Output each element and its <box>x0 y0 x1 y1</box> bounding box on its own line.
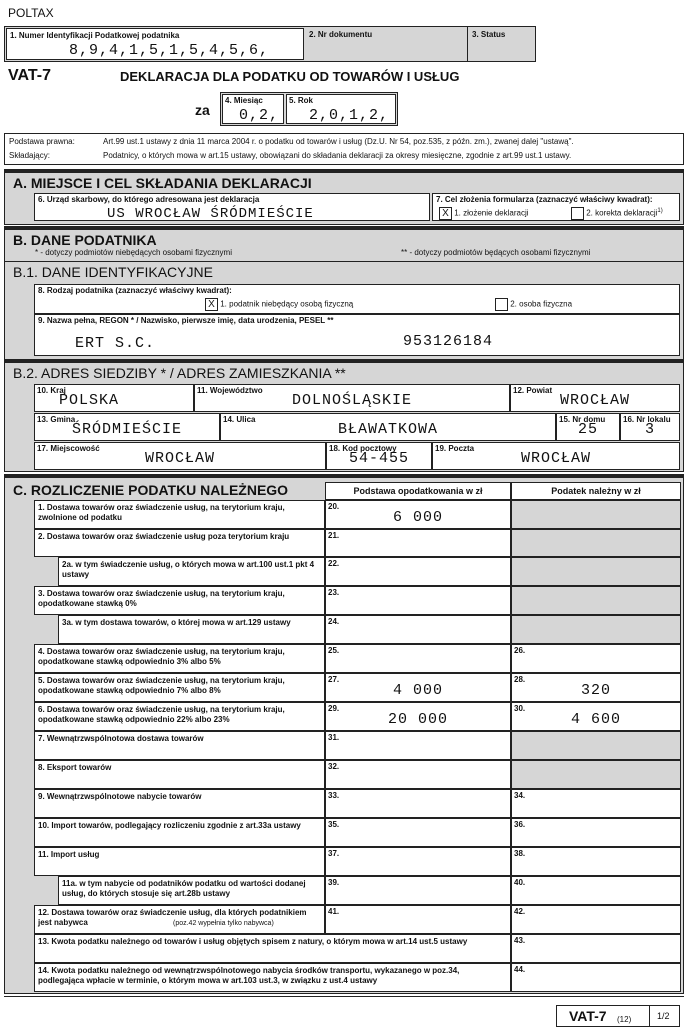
country-value: POLSKA <box>59 392 120 409</box>
field-number: 23. <box>328 588 340 597</box>
row-label-cell <box>34 702 325 731</box>
province-field[interactable] <box>194 384 510 412</box>
taxpayer-type-option-1[interactable] <box>205 298 353 311</box>
field-number: 32. <box>328 762 340 771</box>
row-label: 2. Dostawa towarów oraz świadczenie usług poza terytorium kraju <box>38 532 290 541</box>
row-label: 11. Import usług <box>38 850 100 859</box>
tax-amount-field[interactable] <box>511 963 681 992</box>
divider <box>649 1006 650 1026</box>
row-label-cell <box>34 673 325 702</box>
field-number: 24. <box>328 617 340 626</box>
row-label: 3. Dostawa towarów oraz świadczenie usług, na terytorium kraju, opodatkowane stawką 0% <box>38 589 285 608</box>
county-field[interactable] <box>510 384 680 412</box>
legal-basis-text: Art.99 ust.1 ustawy z dnia 11 marca 2004 r. o podatku od towarów i usług (Dz.U. Nr 54, poz.535, z późn. zm.), zwanej dalej "ustawą". <box>103 137 574 146</box>
field-number: 31. <box>328 733 340 742</box>
field-number: 29. <box>328 704 340 713</box>
month-field[interactable] <box>222 94 284 124</box>
post-office-value: WROCŁAW <box>520 450 591 467</box>
row-label-cell <box>34 731 325 760</box>
field-number: 37. <box>328 849 340 858</box>
row-label-cell <box>34 586 325 615</box>
row-label-cell <box>34 789 325 818</box>
brand: POLTAX <box>8 6 54 20</box>
base-amount-field[interactable] <box>325 644 511 673</box>
row-label-cell <box>34 760 325 789</box>
doc-no-label: 2. Nr dokumentu <box>309 30 373 39</box>
tax-amount-field[interactable] <box>511 818 681 847</box>
row-label: 2a. w tym świadczenie usług, o których mowa w art.100 ust.1 pkt 4 ustawy <box>62 560 315 579</box>
legal-basis-label: Podstawa prawna: <box>9 137 75 146</box>
note-nonnatural: * - dotyczy podmiotów niebędących osobami fizycznymi <box>35 248 232 257</box>
field-number: 30. <box>514 704 526 713</box>
row-label-cell <box>58 557 325 586</box>
year-value: 2,0,1,2, <box>309 107 390 124</box>
form-title: DEKLARACJA DLA PODATKU OD TOWARÓW I USŁUG <box>120 69 460 84</box>
base-amount-field[interactable] <box>325 529 511 557</box>
checkbox-icon[interactable] <box>495 298 508 311</box>
row-label-cell <box>34 500 325 529</box>
taxpayer-name-value: ERT S.C. <box>75 335 156 352</box>
field-number: 42. <box>514 907 526 916</box>
base-amount-field[interactable] <box>325 876 511 905</box>
tax-amount-field[interactable] <box>511 789 681 818</box>
taxpayer-name-field[interactable] <box>34 314 680 356</box>
filers-label: Składający: <box>9 151 50 160</box>
province-value: DOLNOŚLĄSKIE <box>291 392 413 409</box>
row-label: 3a. w tym dostawa towarów, o której mowa w art.129 ustawy <box>62 618 291 627</box>
row-label: 7. Wewnątrzwspólnotowa dostawa towarów <box>38 734 204 743</box>
base-amount-value: 6 000 <box>392 509 443 526</box>
purpose-option-2[interactable] <box>571 207 663 220</box>
row-label-cell <box>34 963 511 992</box>
month-value: 0,2, <box>239 107 280 124</box>
base-amount-field[interactable] <box>325 702 511 731</box>
base-amount-field[interactable] <box>325 789 511 818</box>
base-amount-field[interactable] <box>325 586 511 615</box>
base-amount-field[interactable] <box>325 818 511 847</box>
footer-page: 1/2 <box>657 1011 670 1021</box>
month-label: 4. Miesiąc <box>225 96 263 105</box>
purpose-option-2-label: 2. korekta deklaracji <box>586 208 658 218</box>
row-label-note: (poz.42 wypełnia tylko nabywca) <box>173 920 274 927</box>
row-label-cell <box>34 934 511 963</box>
commune-field[interactable] <box>34 413 220 441</box>
section-a-title: A. MIEJSCE I CEL SKŁADANIA DEKLARACJI <box>13 175 312 191</box>
field-number: 36. <box>514 820 526 829</box>
tax-amount-field <box>511 500 681 529</box>
taxpayer-name-label: 9. Nazwa pełna, REGON * / Nazwisko, pierwsze imię, data urodzenia, PESEL ** <box>38 316 334 325</box>
tax-amount-field[interactable] <box>511 847 681 876</box>
field-number: 28. <box>514 675 526 684</box>
field-number: 44. <box>514 965 526 974</box>
field-number: 34. <box>514 791 526 800</box>
field-number: 26. <box>514 646 526 655</box>
province-label: 11. Województwo <box>197 386 263 395</box>
row-label-cell <box>34 905 325 934</box>
col-header-tax: Podatek należny w zł <box>511 482 681 500</box>
form-code: VAT-7 <box>8 67 51 84</box>
house-no-value: 25 <box>577 421 598 438</box>
row-label-cell <box>34 818 325 847</box>
year-field[interactable] <box>286 94 396 124</box>
taxpayer-type-option-2[interactable] <box>495 298 572 311</box>
base-amount-value: 20 000 <box>387 711 448 728</box>
post-office-field[interactable] <box>432 442 680 470</box>
postal-code-label: 18. Kod pocztowy <box>329 444 397 453</box>
footer-version: (12) <box>617 1015 632 1024</box>
filers-text: Podatnicy, o których mowa w art.15 ustawy, obowiązani do składania deklaracji za okresy miesięczne, zgodnie z art.99 ust.1 ustawy. <box>103 151 572 160</box>
row-label-cell <box>34 529 325 557</box>
country-field[interactable] <box>34 384 194 412</box>
purpose-field <box>432 193 680 221</box>
purpose-option-1[interactable] <box>439 207 529 220</box>
house-no-label: 15. Nr domu <box>559 415 606 424</box>
row-label: 10. Import towarów, podlegający rozliczeniu zgodnie z art.33a ustawy <box>38 821 301 830</box>
tax-office-label: 6. Urząd skarbowy, do którego adresowana jest deklaracja <box>38 195 260 204</box>
taxpayer-type-option-2-label: 2. osoba fizyczna <box>510 299 573 309</box>
tax-amount-field <box>511 529 681 557</box>
field-number: 27. <box>328 675 340 684</box>
field-number: 41. <box>328 907 340 916</box>
section-c-title: C. ROZLICZENIE PODATKU NALEŻNEGO <box>13 482 289 498</box>
divider <box>5 261 683 262</box>
tax-amount-field[interactable] <box>511 876 681 905</box>
nip-field[interactable] <box>6 28 304 60</box>
street-field[interactable] <box>220 413 556 441</box>
row-label: 11a. w tym nabycie od podatników podatku od wartości dodanej usług, do których stosuje się art.28b ustawy <box>62 879 306 898</box>
footer-form-id <box>556 1005 680 1027</box>
row-label: 13. Kwota podatku należnego od towarów i usług objętych spisem z natury, o którym mowa w art.14 ust.5 ustawy <box>38 937 468 946</box>
street-label: 14. Ulica <box>223 415 256 424</box>
taxpayer-type-label: 8. Rodzaj podatnika (zaznaczyć właściwy kwadrat): <box>38 286 232 295</box>
base-amount-field[interactable] <box>325 731 511 760</box>
field-number: 43. <box>514 936 526 945</box>
row-label: 6. Dostawa towarów oraz świadczenie usług, na terytorium kraju, opodatkowane stawką odpowiednio 22% albo 23% <box>38 705 285 724</box>
tax-amount-field <box>511 731 681 760</box>
flat-no-value: 3 <box>644 421 655 438</box>
base-amount-field[interactable] <box>325 847 511 876</box>
tax-amount-field[interactable] <box>511 934 681 963</box>
row-label-cell <box>34 847 325 876</box>
postal-code-value: 54-455 <box>348 450 409 467</box>
tax-amount-field <box>511 557 681 586</box>
b1-title: B.1. DANE IDENTYFIKACYJNE <box>13 264 213 280</box>
row-label: 9. Wewnątrzwspólnotowe nabycie towarów <box>38 792 202 801</box>
tax-amount-field[interactable] <box>511 644 681 673</box>
base-amount-field[interactable] <box>325 673 511 702</box>
legal-box <box>4 133 684 165</box>
nip-label: 1. Numer Identyfikacji Podatkowej podatnika <box>10 31 180 40</box>
base-amount-field[interactable] <box>325 760 511 789</box>
checkbox-icon[interactable]: X <box>205 298 218 311</box>
row-label: 4. Dostawa towarów oraz świadczenie usług, na terytorium kraju, opodatkowane stawką odpowiednio 3% albo 5% <box>38 647 285 666</box>
purpose-label: 7. Cel złożenia formularza (zaznaczyć właściwy kwadrat): <box>436 195 653 204</box>
county-value: WROCŁAW <box>559 392 630 409</box>
street-value: BŁAWATKOWA <box>337 421 438 438</box>
row-label-cell <box>34 644 325 673</box>
field-number: 39. <box>328 878 340 887</box>
tax-amount-field[interactable] <box>511 905 681 934</box>
tax-amount-value: 4 600 <box>570 711 621 728</box>
row-label: 14. Kwota podatku należnego od wewnątrzwspólnotowego nabycia środków transportu, wykazanego w poz.34, podlegająca wpłacie w terminie, o którym mowa w art.103 ust.3, w związku z ust.4 ustawy <box>38 966 460 985</box>
field-number: 35. <box>328 820 340 829</box>
county-label: 12. Powiat <box>513 386 553 395</box>
year-label: 5. Rok <box>289 96 314 105</box>
tax-office-field[interactable] <box>34 193 430 221</box>
flat-no-field[interactable] <box>620 413 680 441</box>
flat-no-label: 16. Nr lokalu <box>623 415 671 424</box>
tax-office-value: US WROCŁAW ŚRÓDMIEŚCIE <box>107 206 314 222</box>
base-amount-field[interactable] <box>325 905 511 934</box>
footer-form-code: VAT-7 <box>569 1008 607 1024</box>
city-value: WROCŁAW <box>144 450 215 467</box>
section-b-title: B. DANE PODATNIKA <box>13 232 157 248</box>
base-amount-field[interactable] <box>325 615 511 644</box>
field-number: 38. <box>514 849 526 858</box>
za-label: za <box>195 102 210 118</box>
regon-value: 953126184 <box>403 333 494 350</box>
city-field[interactable] <box>34 442 326 470</box>
base-amount-field[interactable] <box>325 557 511 586</box>
post-office-label: 19. Poczta <box>435 444 475 453</box>
footnote-mark: 1) <box>657 207 663 214</box>
base-amount-field[interactable] <box>325 500 511 529</box>
col-header-base: Podstawa opodatkowania w zł <box>325 482 511 500</box>
house-no-field[interactable] <box>556 413 620 441</box>
tax-amount-field <box>511 615 681 644</box>
row-label: 12. Dostawa towarów oraz świadczenie usług, dla których podatnikiem jest nabywca <box>38 908 307 927</box>
row-label-note-wrap <box>173 918 274 929</box>
row-label: 8. Eksport towarów <box>38 763 112 772</box>
postal-code-field[interactable] <box>326 442 432 470</box>
divider <box>4 996 684 997</box>
taxpayer-type-option-1-label: 1. podatnik niebędący osobą fizyczną <box>220 299 354 309</box>
commune-label: 13. Gmina <box>37 415 76 424</box>
field-number: 25. <box>328 646 340 655</box>
status-label: 3. Status <box>472 30 506 39</box>
row-label-cell <box>58 615 325 644</box>
field-number: 22. <box>328 559 340 568</box>
row-label-cell <box>58 876 325 905</box>
tax-amount-field[interactable] <box>511 673 681 702</box>
city-label: 17. Miejscowość <box>37 444 100 453</box>
purpose-option-1-label: 1. złożenie deklaracji <box>454 208 529 218</box>
base-amount-value: 4 000 <box>392 682 443 699</box>
row-label: 1. Dostawa towarów oraz świadczenie usług, na terytorium kraju, zwolnione od podatku <box>38 503 285 522</box>
field-number: 40. <box>514 878 526 887</box>
field-number: 21. <box>328 531 340 540</box>
checkbox-icon[interactable]: X <box>439 207 452 220</box>
row-label: 5. Dostawa towarów oraz świadczenie usług, na terytorium kraju, opodatkowane stawką odpowiednio 7% albo 8% <box>38 676 285 695</box>
tax-amount-value: 320 <box>580 682 611 699</box>
checkbox-icon[interactable] <box>571 207 584 220</box>
tax-amount-field <box>511 586 681 615</box>
tax-amount-field <box>511 760 681 789</box>
field-number: 33. <box>328 791 340 800</box>
note-natural: ** - dotyczy podmiotów będących osobami fizycznymi <box>401 248 591 257</box>
field-number: 20. <box>328 502 340 511</box>
nip-value: 8,9,4,1,5,1,5,4,5,6, <box>69 42 270 59</box>
commune-value: ŚRÓDMIEŚCIE <box>71 421 183 438</box>
country-label: 10. Kraj <box>37 386 66 395</box>
tax-amount-field[interactable] <box>511 702 681 731</box>
b2-title: B.2. ADRES SIEDZIBY * / ADRES ZAMIESZKANIA ** <box>13 365 346 381</box>
taxpayer-type-field <box>34 284 680 314</box>
divider <box>467 26 468 62</box>
